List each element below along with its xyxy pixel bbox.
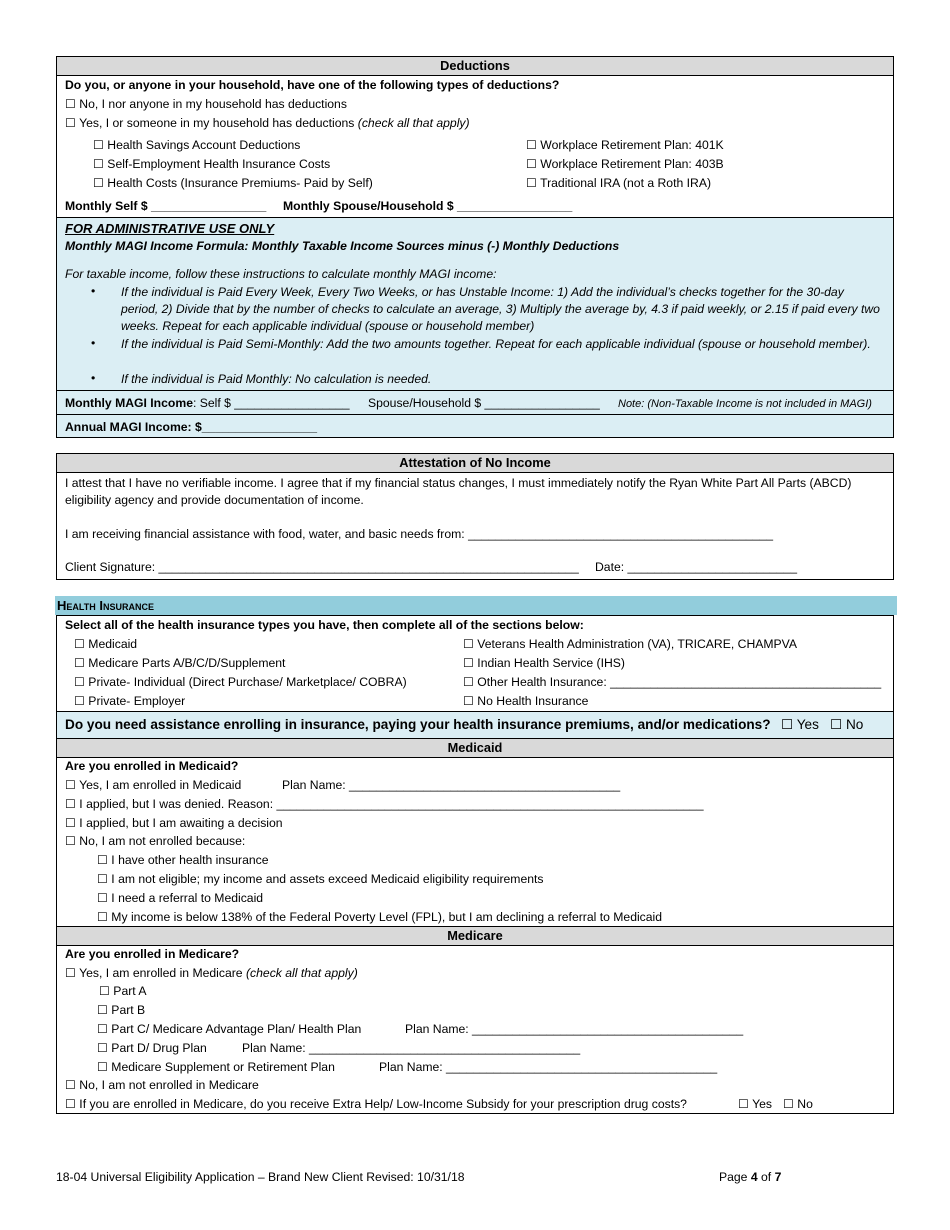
footer-form-id: 18-04 Universal Eligibility Application – Brand New Client Revised: 10/31/18 [56, 1170, 465, 1184]
admin-bullet-text-2: If the individual is Paid Semi-Monthly: Add the two amounts together. Repeat for each applicable individual (spouse or household member). [121, 337, 871, 351]
deductions-section [56, 56, 894, 438]
monthly-self-field[interactable]: Monthly Self $ _________________ [65, 199, 267, 213]
medicaid-no-checkbox[interactable]: ☐ No, I am not enrolled because: [65, 834, 246, 848]
monthly-magi-spouse-field[interactable]: Spouse/Household $ _________________ [368, 396, 600, 410]
medicaid-reason-other-insurance[interactable]: ☐ I have other health insurance [97, 853, 269, 867]
insurance-medicare-checkbox[interactable]: ☐ Medicare Parts A/B/C/D/Supplement [74, 656, 286, 670]
medicare-part-c-plan-field[interactable]: Plan Name: ________________________________________ [405, 1022, 744, 1036]
admin-formula: Monthly MAGI Income Formula: Monthly Taxable Income Sources minus (-) Monthly Deductions [65, 239, 620, 253]
page-total: 7 [774, 1170, 782, 1184]
medicaid-yes-checkbox[interactable]: ☐ Yes, I am enrolled in Medicaid [65, 778, 242, 792]
monthly-spouse-field[interactable]: Monthly Spouse/Household $ _________________ [283, 199, 573, 213]
health-insurance-title [55, 596, 897, 615]
deductions-header: Deductions [57, 57, 893, 76]
medicaid-reason-declining[interactable]: ☐ My income is below 138% of the Federal Poverty Level (FPL), but I am declining a referral to Medicaid [97, 910, 663, 924]
deduction-self-employment-checkbox[interactable]: ☐ Self-Employment Health Insurance Costs [93, 157, 331, 171]
insurance-private-employer-checkbox[interactable]: ☐ Private- Employer [74, 694, 186, 708]
medicare-part-c-checkbox[interactable]: ☐ Part C/ Medicare Advantage Plan/ Health Plan [97, 1022, 362, 1036]
assist-question: Do you need assistance enrolling in insurance, paying your health insurance premiums, and/or medications? [65, 717, 771, 732]
medicare-part-d-plan-field[interactable]: Plan Name: ________________________________________ [242, 1041, 581, 1055]
footer-page-number [719, 1170, 781, 1184]
client-signature-field[interactable]: Client Signature: ______________________________________________________________ [65, 560, 579, 574]
date-field[interactable]: Date: _________________________ [595, 560, 797, 574]
divider [57, 414, 893, 415]
admin-bullet-text-1: If the individual is Paid Every Week, Every Two Weeks, or has Unstable Income: 1) Add the individual’s checks together for the 30-day period, 2) Divide that by the number of checks to calculate an average, 3) Multiply the average by, 4.3 if paid weekly, or 2.15 if paid every two weeks. Repeat for each applicable individual (spouse or household member) [121, 285, 880, 333]
bullet-2: • [91, 336, 96, 350]
medicaid-reason-not-eligible[interactable]: ☐ I am not eligible; my income and assets exceed Medicaid eligibility requirements [97, 872, 544, 886]
medicare-part-a-checkbox[interactable]: ☐ Part A [99, 984, 147, 998]
insurance-private-individual-checkbox[interactable]: ☐ Private- Individual (Direct Purchase/ Marketplace/ COBRA) [74, 675, 407, 689]
deductions-yes-checkbox[interactable] [65, 116, 470, 131]
deduction-hsa-checkbox[interactable]: ☐ Health Savings Account Deductions [93, 138, 301, 152]
insurance-none-checkbox[interactable]: ☐ No Health Insurance [463, 694, 589, 708]
medicaid-plan-name-field[interactable]: Plan Name: ________________________________________ [282, 778, 621, 792]
assist-no-checkbox[interactable]: ☐ No [830, 717, 864, 732]
insurance-instruction: Select all of the health insurance types you have, then complete all of the sections below: [65, 618, 584, 632]
medicaid-reason-need-referral[interactable]: ☐ I need a referral to Medicaid [97, 891, 264, 905]
medicare-supplement-plan-field[interactable]: Plan Name: ________________________________________ [379, 1060, 718, 1074]
medicare-yes-checkbox[interactable] [65, 966, 358, 981]
admin-intro: For taxable income, follow these instructions to calculate monthly MAGI income: [65, 267, 497, 281]
page-mid: of [757, 1170, 775, 1184]
medicare-extra-help-question: ☐ If you are enrolled in Medicare, do you receive Extra Help/ Low-Income Subsidy for your prescription drug costs? [65, 1097, 687, 1111]
extra-help-no-checkbox[interactable]: ☐ No [783, 1097, 813, 1111]
monthly-magi-row [65, 396, 350, 411]
page-current: 4 [750, 1170, 758, 1184]
medicare-supplement-checkbox[interactable]: ☐ Medicare Supplement or Retirement Plan [97, 1060, 335, 1074]
medicaid-denied-field[interactable]: ☐ I applied, but I was denied. Reason: _______________________________________________________________ [65, 797, 704, 811]
deductions-question: Do you, or anyone in your household, have one of the following types of deductions? [65, 78, 560, 92]
health-insurance-section [56, 615, 894, 1114]
medicare-yes-note: (check all that apply) [245, 966, 358, 980]
admin-title: FOR ADMINISTRATIVE USE ONLY [65, 221, 275, 236]
medicare-part-b-checkbox[interactable]: ☐ Part B [97, 1003, 146, 1017]
health-insurance-title-text: Health Insurance [57, 598, 154, 613]
attestation-section [56, 453, 894, 580]
magi-note: Note: (Non-Taxable Income is not included in MAGI) [618, 398, 872, 410]
deductions-yes-label: ☐ Yes, I or someone in my household has deductions [65, 116, 355, 130]
medicaid-question: Are you enrolled in Medicaid? [65, 759, 239, 773]
assist-row [57, 711, 893, 738]
medicare-header: Medicare [57, 926, 893, 946]
attestation-header: Attestation of No Income [57, 454, 893, 473]
assist-yes-checkbox[interactable]: ☐ Yes [781, 717, 819, 732]
insurance-va-checkbox[interactable]: ☐ Veterans Health Administration (VA), TRICARE, CHAMPVA [463, 637, 798, 651]
admin-bullet-text-3: If the individual is Paid Monthly: No calculation is needed. [121, 372, 432, 386]
attestation-paragraph: I attest that I have no verifiable income. I agree that if my financial status changes, I must immediately notify the Ryan White Part All Parts (ABCD) eligibility agency and provide documentation of income. [65, 476, 852, 507]
insurance-medicaid-checkbox[interactable]: ☐ Medicaid [74, 637, 138, 651]
deduction-health-costs-checkbox[interactable]: ☐ Health Costs (Insurance Premiums- Paid by Self) [93, 176, 373, 190]
page-prefix: Page [719, 1170, 751, 1184]
insurance-other-field[interactable]: ☐ Other Health Insurance: ________________________________________ [463, 675, 882, 689]
deductions-yes-note: (check all that apply) [357, 116, 470, 130]
medicare-question: Are you enrolled in Medicare? [65, 947, 240, 961]
bullet-3: • [91, 371, 96, 385]
deduction-403b-checkbox[interactable]: ☐ Workplace Retirement Plan: 403B [526, 157, 724, 171]
deductions-no-checkbox[interactable]: ☐ No, I nor anyone in my household has deductions [65, 97, 347, 111]
insurance-ihs-checkbox[interactable]: ☐ Indian Health Service (IHS) [463, 656, 625, 670]
medicare-part-d-checkbox[interactable]: ☐ Part D/ Drug Plan [97, 1041, 207, 1055]
divider [57, 390, 893, 391]
assistance-source-field[interactable]: I am receiving financial assistance with food, water, and basic needs from: _____________________________________________ [65, 527, 774, 541]
monthly-magi-label: Monthly MAGI Income [65, 396, 193, 410]
annual-magi-field[interactable]: Annual MAGI Income: $_________________ [65, 420, 318, 434]
monthly-magi-self-field[interactable]: : Self $ _________________ [192, 396, 350, 410]
medicare-no-checkbox[interactable]: ☐ No, I am not enrolled in Medicare [65, 1078, 259, 1092]
medicare-yes-label: ☐ Yes, I am enrolled in Medicare [65, 966, 243, 980]
deduction-ira-checkbox[interactable]: ☐ Traditional IRA (not a Roth IRA) [526, 176, 712, 190]
admin-area [57, 217, 893, 437]
medicaid-awaiting-checkbox[interactable]: ☐ I applied, but I am awaiting a decision [65, 816, 283, 830]
bullet-1: • [91, 284, 96, 298]
extra-help-yes-checkbox[interactable]: ☐ Yes [738, 1097, 772, 1111]
deduction-401k-checkbox[interactable]: ☐ Workplace Retirement Plan: 401K [526, 138, 724, 152]
medicaid-header: Medicaid [57, 738, 893, 758]
